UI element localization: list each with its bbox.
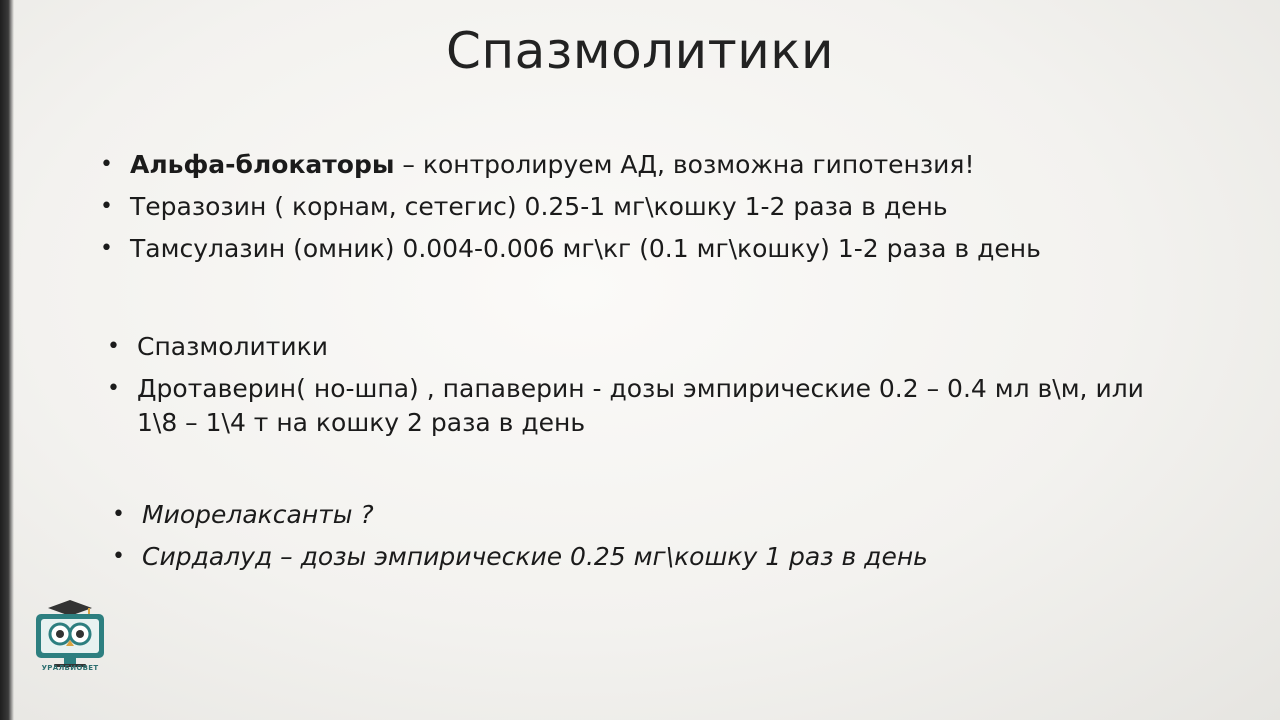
list-item [108,498,928,532]
item-text: Миорелаксанты ? [142,500,374,529]
bullet-list-alpha-blockers [96,148,1041,274]
bullet-icon: • [107,334,120,359]
bullet-list-muscle-relaxants [108,498,928,582]
item-text: Тамсулазин (омник) 0.004-0.006 мг\кг (0.1 мг\кошку) 1-2 раза в день [130,234,1041,263]
list-item [103,372,1144,440]
list-item [103,330,1144,364]
bullet-icon: • [112,502,125,527]
item-text-line1: Дротаверин( но-шпа) , папаверин - дозы эмпирические 0.2 – 0.4 мл в\м, или [137,374,1144,403]
list-item [96,148,1041,182]
bold-term: Альфа-блокаторы [130,150,395,179]
bullet-icon: • [100,236,113,261]
slide-title: Спазмолитики [446,22,834,80]
list-item [96,232,1041,266]
item-text: – контролируем АД, возможна гипотензия! [394,150,975,179]
list-item [108,540,928,574]
bullet-icon: • [100,194,113,219]
item-text-line2: 1\8 – 1\4 т на кошку 2 раза в день [137,408,586,437]
item-text: Сирдалуд – дозы эмпирические 0.25 мг\кошку 1 раз в день [142,542,928,571]
logo-text: УРАЛБИОВЕТ [41,664,99,672]
item-text: Спазмолитики [137,332,328,361]
list-item [96,190,1041,224]
bullet-icon: • [112,544,125,569]
bullet-icon: • [107,376,120,401]
bullet-icon: • [100,152,113,177]
screen-bezel [0,0,14,720]
bullet-list-spasmolytics [103,330,1144,448]
item-text: Теразозин ( корнам, сетегис) 0.25-1 мг\кошку 1-2 раза в день [130,192,948,221]
